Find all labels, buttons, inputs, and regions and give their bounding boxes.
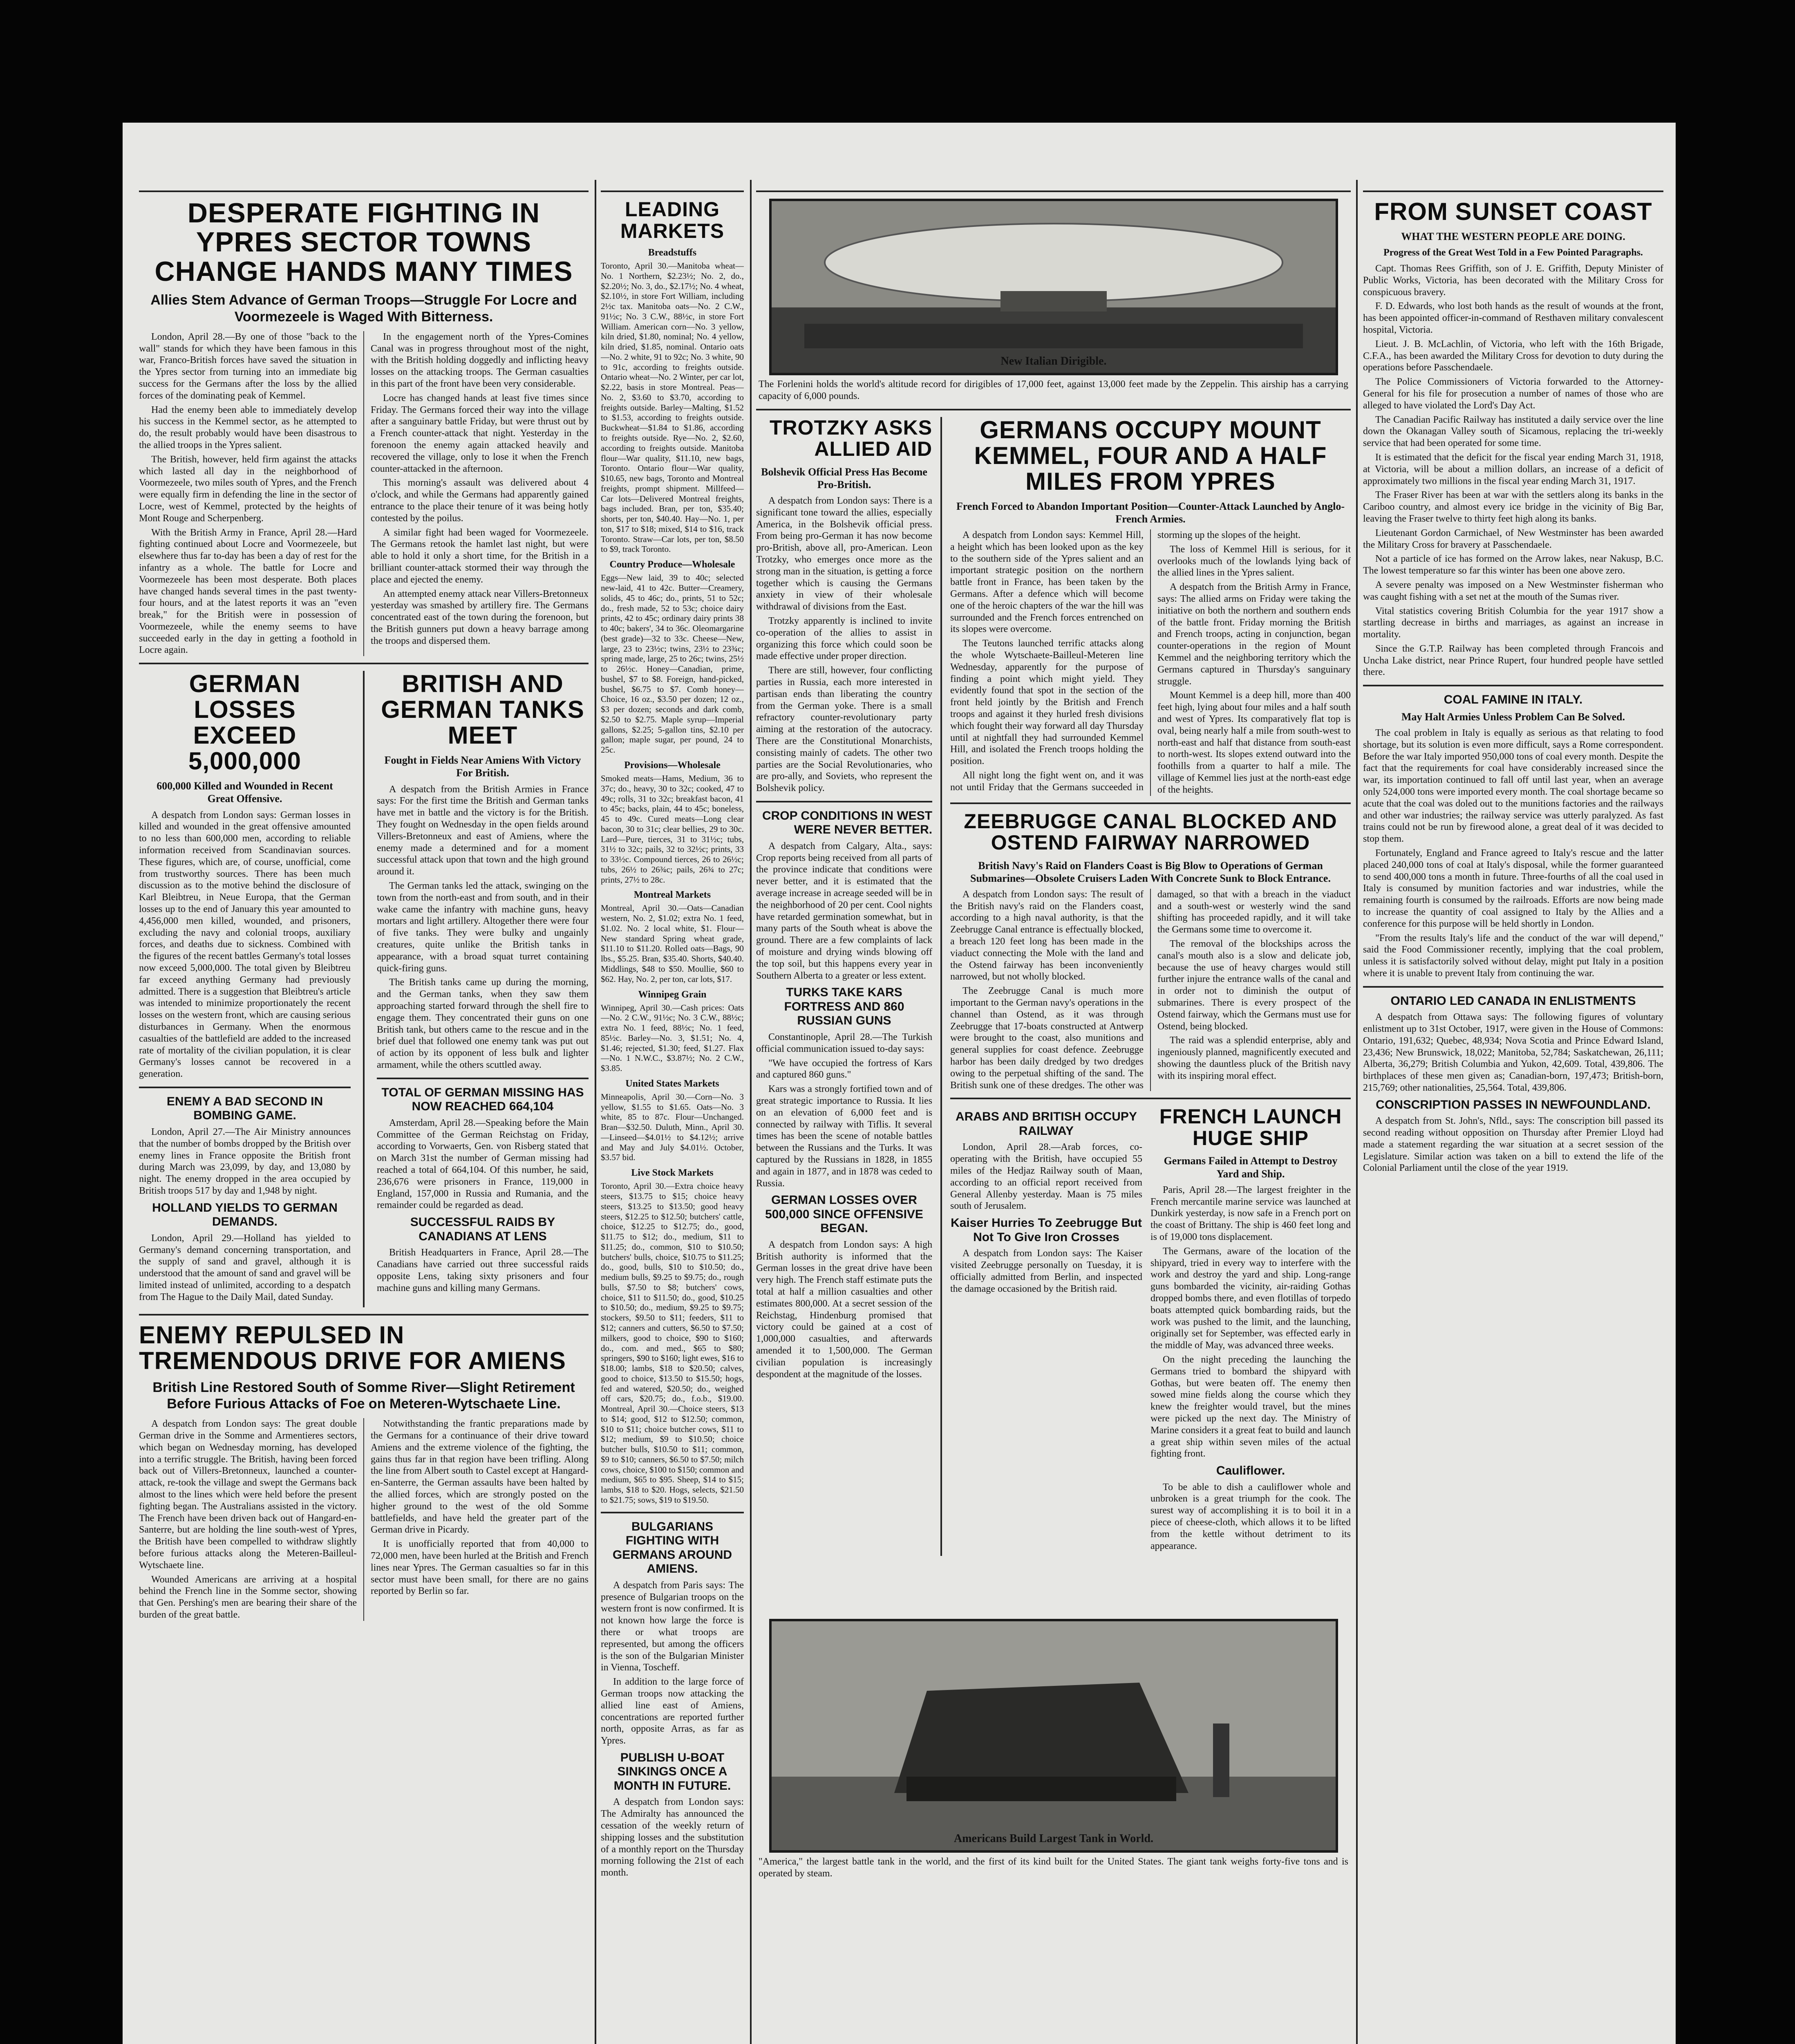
paragraph: In addition to the large force of German troops now attacking the allied line east of Amiens, concentrations are reported further north, opposite Arras, as far as Ypres.: [601, 1676, 744, 1746]
lower-right-left: [950, 1106, 1142, 1556]
dirigible-photo: [769, 199, 1338, 375]
paragraph: "From the results Italy's life and the conduct of the war will depend," said the Food Commissioner recently, implying that the coal problem, unless it is satisfactorily solved without delay, might put Italy in a position where it is unable to prevent Italy from continuing the war.: [1363, 932, 1663, 979]
rule: [1363, 986, 1663, 988]
paragraph: The British tanks came up during the morning, and the German tanks, when they saw them approaching started forward through the shell fire to engage them. They concentrated their guns on one British tank, but others came to the rescue and in the brief duel that followed one enemy tank was put out of action by its opponent of less bulk and lighter armament, while the others scuttled away.: [376, 977, 589, 1070]
tank-image: [772, 1621, 1336, 1850]
rule: [139, 663, 589, 664]
paragraph: Constantinople, April 28.—The Turkish official communication issued to-day says:: [756, 1031, 933, 1054]
headline-zeebrugge: ZEEBRUGGE CANAL BLOCKED AND OSTEND FAIRWAY NARROWED: [964, 809, 1337, 854]
headline-raids: SUCCESSFUL RAIDS BY CANADIANS AT LENS: [410, 1215, 555, 1243]
paragraph: The loss of Kemmel Hill is serious, for it overlooks much of the lowlands lying back of the allied lines in the Ypres salient.: [1157, 544, 1351, 578]
rule: [601, 191, 744, 192]
dirigible-caption: The Forlenini holds the world's altitude record for dirigibles of 17,000 feet, against 13,000 feet made by the Zeppelin. This airship has a carrying capacity of 6,000 pounds.: [759, 379, 1348, 401]
headline-tanks: BRITISH AND GERMAN TANKS MEET: [381, 670, 584, 749]
paragraph: The Police Commissioners of Victoria forwarded to the Attorney-General for his file for prosecution a number of names of those who are alleged to have violated the Lord's Day Act.: [1363, 377, 1663, 411]
market-text: Toronto, April 30.—Manitoba wheat—No. 1 Northern, $2.23½; No. 2, do., $2.20½; No. 3, do., $2.17½; No. 4 wheat, $2.10½, in store Fort William, including 2½c tax. Manitoba oats—No. 2 C.W., 91½c; No. 3 C.W., 88½c, in store Fort William. American corn—No. 3 yellow, kiln dried, $1.80, nominal; No. 4 yellow, kiln dried, $1.85, nominal. Ontario oats—No. 2 white, 91 to 92c; No. 3 white, 90 to 91c, according to freights outside. Ontario wheat—No. 2 Winter, per car lot, $2.22, basis in store Montreal. Peas—No. 2, $3.60 to $3.70, according to freights outside. Barley—Malting, $1.52 to $1.53, according to freights outside. Buckwheat—$1.84 to $1.86, according to freights outside. Rye—No. 2, $2.60, according to freights outside. Manitoba flour—War quality, $11.10, new bags, Toronto. Ontario flour—War quality, $10.65, new bags, Toronto and Montreal freights, prompt shipment. Millfeed—Car lots—Delivered Montreal freights, bags included. Bran, per ton, $35.40; shorts, per ton, $40.40. Hay—No. 1, per ton, $17 to $18; mixed, $14 to $16, track Toronto. Straw—Car lots, per ton, $8.50 to $9, track Toronto.: [601, 261, 744, 554]
deck-ypres: Allies Stem Advance of German Troops—Struggle For Locre and Voormezeele is Waged With Bitterness.: [150, 292, 577, 325]
headline-bombing: ENEMY A BAD SECOND IN BOMBING GAME.: [166, 1094, 323, 1123]
paragraph: There are still, however, four conflicting parties in Russia, each more interested in partisan ends than liberating the country from the German yoke. There is a small refractory counter-revolutionary party aiming at the restoration of the autocracy. There are the Constitutional Monarchists, consisting mainly of cadets. The other two parties are the Social Revolutionaries, who are pro-ally, and Soviets, who represent the Bolshevik policy.: [756, 665, 933, 794]
paragraph: The British, however, held firm against the attacks which lasted all day in the neighborhood of Voormezeele, two miles south of Ypres, and the French were equally firm in defending the line in the sector of Locre, west of Kemmel, protected by the heights of Mont Rouge and Scherpenberg.: [139, 454, 357, 524]
rule: [139, 191, 589, 192]
deck-kemmel: French Forced to Abandon Important Position—Counter-Attack Launched by Anglo-French Armies.: [956, 500, 1345, 525]
headline-kemmel: GERMANS OCCUPY MOUNT KEMMEL, FOUR AND A HALF MILES FROM YPRES: [974, 416, 1327, 495]
column-rule: [750, 180, 752, 2044]
paragraph: The German tanks led the attack, swinging on the town from the north-east and from south, and in their wake came the infantry with machine guns, heavy mortars and light artillery. Altogether there were four of five tanks. They were bulky and ungainly creatures, quite unlike the British tanks in appearance, with a broad squat turret containing quick-firing guns.: [376, 881, 589, 974]
column-rule: [940, 417, 942, 1556]
paragraph: Locre has changed hands at least five times since Friday. The Germans forced their way into the village after a sanguinary battle Friday, but were thrust out by a French counter-attack that night. Yesterday in the forenoon the enemy again attacked heavily and recovered the village, only to lose it when the French counter-attacked in the afternoon.: [371, 392, 589, 474]
headline-amiens: ENEMY REPULSED IN TREMENDOUS DRIVE FOR AMIENS: [139, 1321, 566, 1374]
headline-holland: HOLLAND YIELDS TO GERMAN DEMANDS.: [152, 1201, 338, 1229]
market-subhead: Live Stock Markets: [631, 1168, 714, 1179]
rule: [139, 1314, 589, 1316]
market-subhead: Country Produce—Wholesale: [609, 559, 735, 570]
headline-german-losses: GERMAN LOSSES EXCEED 5,000,000: [188, 670, 301, 775]
center-right: [950, 417, 1351, 1556]
deck-zeebrugge: British Navy's Raid on Flanders Coast is Big Blow to Operations of German Submarines—Obsolete Cruisers Laden With Concrete Sunk to Block Entrance.: [970, 859, 1331, 884]
headline-missing: TOTAL OF GERMAN MISSING HAS NOW REACHED 664,104: [381, 1085, 584, 1114]
headline-markets: LEADING MARKETS: [620, 198, 725, 242]
rule: [601, 1512, 744, 1513]
paragraph: London, April 28.—By one of those "back to the wall" stands for which they have been famous in this war, Franco-British forces have saved the situation in the Ypres sector from turning into an immediate big success for the Germans after the loss by the allied forces of the dominating peak of Kemmel.: [139, 331, 357, 401]
markets-column: [601, 184, 744, 1883]
paragraph: Since the G.T.P. Railway has been completed through Francois and Uncha Lake district, near Prince Rupert, four hundred people have settled there.: [1363, 643, 1663, 678]
headline-kaiser: Kaiser Hurries To Zeebrugge But Not To Give Iron Crosses: [951, 1216, 1142, 1244]
story-amiens: [139, 1418, 589, 1621]
paragraph: Amsterdam, April 28.—Speaking before the Main Committee of the German Reichstag on Friday, according to Vorwaerts, Gen. von Risberg stated that on March 31st the number of German missing had reached a total of 664,104. Of this number, he said, 236,676 were prisoners in France, 119,000 in England, 157,000 in Russia and Rumania, and the remainder could be regarded as dead.: [376, 1117, 589, 1211]
market-text: Eggs—New laid, 39 to 40c; selected new-laid, 41 to 42c. Butter—Creamery, solids, 45 to 46c; do., prints, 51 to 52c; do., fresh made, 52 to 53c; choice dairy prints, 42 to 45c; ordinary dairy prints 38 to 40c; bakers', 34 to 36c. Oleomargarine (best grade)—32 to 33c. Cheese—New, large, 23 to 23½c; twins, 23½ to 23¾c; spring made, large, 25 to 26c; twins, 25½ to 26½c. Honey—Canadian, prime, bushel, $7 to $8. Foreign, hand-picked, bushel, $6.75 to $7. Comb honey—Choice, 16 oz., $3.50 per dozen; 12 oz., $3 per dozen; seconds and dark comb, $2.50 to $2.75. Maple syrup—Imperial gallons, $2.25; 5-gallon tins, $2.10 per gallon; maple sugar, per pound, 24 to 25c.: [601, 573, 744, 755]
paragraph: A severe penalty was imposed on a New Westminster fisherman who was caught fishing with a set net at the mouth of the Sumas river.: [1363, 579, 1663, 602]
headline-crops: CROP CONDITIONS IN WEST WERE NEVER BETTER.: [762, 809, 933, 837]
headline-arabs: ARABS AND BRITISH OCCUPY RAILWAY: [956, 1110, 1137, 1138]
paragraph: A despatch from Paris says: The presence of Bulgarian troops on the western front is now confirmed. It is not known how large the force is there or what troops are represented, but among the officers is the son of the Bulgarian Minister in Vienna, Toscheff.: [601, 1580, 744, 1673]
column-rule: [595, 180, 596, 2044]
paragraph: A despatch from London says: German losses in killed and wounded in the great offensive amounted to no less than 600,000 men, according to reliable information received from Scandinavian sources. These figures, which are, of course, unofficial, come from trustworthy sources. There has been much discussion as to the motive behind the disclosure of Karl Bleibtreu, in Neue Europa, that the German losses up to the end of January this year amounted to 4,456,000 men killed, wounded, and prisoners, excluding the navy and colonial troops, auxiliary forces, and deaths due to sickness. Combined with the figures of the recent battles Germany's total losses now exceed 5,000,000. The total given by Bleibtreu far exceed anything Germany had previously admitted. There is a suggestion that Bleibtreu's article was intended to minimize proportionately the recent losses on the western front, which are causing serious disturbances in Germany. When the enormous casualties of the battlefield are added to the increased rate of mortality of the civilian population, it is clear Germany's losses cannot be recovered in a generation.: [139, 809, 351, 1080]
market-subhead: Breadstuffs: [648, 247, 697, 258]
paragraph: F. D. Edwards, who lost both hands as the result of wounds at the front, has been appointed officer-in-command of Resthaven military convalescent hospital, Victoria.: [1363, 301, 1663, 335]
paragraph: It is unofficially reported that from 40,000 to 72,000 men, have been hurled at the British and French lines near Ypres. The German casualties so far in this sector must have been small, for there are no gains reported by Berlin so far.: [371, 1539, 589, 1597]
paragraph: A despatch from St. John's, Nfld., says: The conscription bill passed its second reading without opposition on Thursday after Premier Lloyd had made a statement regarding the war situation at a secret session of the Legislature. Similar action was taken on a bill to extend the life of the Colonial Parliament until the close of the year 1919.: [1363, 1116, 1663, 1174]
paragraph: Lieut. J. B. McLachlin, of Victoria, who left with the 16th Brigade, C.F.A., has been awarded the Military Cross for devotion to duty during the operations before Passchendaele.: [1363, 338, 1663, 373]
paragraph: Trotzky apparently is inclined to invite co-operation of the allies to assist in organizing this force which could soon be made effective under proper direction.: [756, 615, 933, 662]
headline-uboat: PUBLISH U-BOAT SINKINGS ONCE A MONTH IN FUTURE.: [613, 1750, 731, 1793]
dirigible-image: [772, 201, 1336, 373]
headline-trotzky: TROTZKY ASKS ALLIED AID: [769, 416, 933, 461]
rule: [377, 1078, 589, 1079]
paragraph: The Canadian Pacific Railway has instituted a daily service over the line down the Okanagan Valley south of Sicamous, replacing the tri-weekly service that had been operated for some time.: [1363, 414, 1663, 449]
paragraph: A despatch from London says: Kemmel Hill, a height which has been looked upon as the key to the southern side of the Ypres salient and an important strategic position on the northern battle front in France, has been taken by the Germans. After a defence which will become one of the heroic chapters of the war the hill was surrounded and the French forces entrenched on its slopes were overcome.: [950, 529, 1144, 635]
paragraph: Paris, April 28.—The largest freighter in the French mercantile marine service was launched at Dunkirk yesterday, is now safe in a French port on the coast of Brittany. The ship is 460 feet long and is of 19,000 tons displacement.: [1150, 1184, 1351, 1242]
market-subhead: Provisions—Wholesale: [624, 760, 721, 771]
tank-photo-block: [756, 1619, 1351, 1885]
market-text: Montreal, April 30.—Oats—Canadian western, No. 2, $1.02; extra No. 1 feed, $1.02. No. 2 local white, $1. Flour—New standard Spring wheat grade, $11.10 to $11.20. Rolled oats—Bags, 90 lbs., $5.25. Bran, $35.40. Shorts, $40.40. Middlings, $48 to $50. Moullie, $60 to $62. Hay, No. 2, per ton, car lots, $17.: [601, 903, 744, 984]
headline-ypres: DESPERATE FIGHTING IN YPRES SECTOR TOWNS CHANGE HANDS MANY TIMES: [154, 197, 573, 287]
rule: [756, 191, 1351, 192]
paragraph: All night long the fight went on, and it was not until Friday that the Germans succeeded in storming up the slopes of the height.: [950, 529, 1300, 793]
tank-label: Americans Build Largest Tank in World.: [953, 1832, 1153, 1845]
rule: [1363, 685, 1663, 686]
headline-sunset: FROM SUNSET COAST: [1374, 198, 1652, 225]
deck-french-ship: Germans Failed in Attempt to Destroy Yard and Ship.: [1164, 1155, 1338, 1180]
paragraph: A despatch from London says: A high British authority is informed that the German losses in the great drive have been very high. The French staff estimate puts the total at half a million casualties and other estimates 800,000. At a secret session of the Reichstag, Hindenburg promised that victory could be gained at a cost of 1,000,000 casualties, and afterwards amended it to 1,500,000. The German civilian population is increasingly despondent at the magnitude of the losses.: [756, 1239, 933, 1380]
paragraph: Fortunately, England and France agreed to Italy's rescue and the latter placed 240,000 tons of coal at Italy's disposal, while the former guaranteed to send 400,000 tons a month in future. Three-fourths of all the coal used in Italy is consumed by munition factories and war industries, while the remaining fourth is consumed by the railroads. Efforts are now being made to increase the quantity of coal assigned to Italy by the Allies and a conference for this purpose will be held shortly in London.: [1363, 847, 1663, 929]
headline-kars: TURKS TAKE KARS FORTRESS AND 860 RUSSIAN GUNS: [784, 986, 904, 1028]
paragraph: On the night preceding the launching the Germans tried to bombard the shipyard with Gothas, but were beaten off. The enemy then sowed mine fields along the course which they knew the freighter would travel, but the mines were picked up the next day. The Ministry of Marine considers it a great feat to build and launch a great ship within seven miles of the actual fighting front.: [1150, 1354, 1351, 1459]
market-text: Toronto, April 30.—Extra choice heavy steers, $13.75 to $15; choice heavy steers, $13.25 to $13.50; good heavy steers, $12.25 to $12.50; butchers' cattle, choice, $12.25 to $12.75; do., good, $11.75 to $12; do., medium, $11 to $11.25; do., common, $10 to $10.50; butchers' bulls, choice, $10.75 to $11.25; do., good, bulls, $10 to $10.50; do., medium bulls, $9.25 to $9.75; do., rough bulls, $7.50 to $8; butchers' cows, choice, $11 to $11.50; do., good, $10.25 to $10.50; do., medium, $9.25 to $9.75; stockers, $9.50 to $11; feeders, $11 to $12; canners and cutters, $6.50 to $7.50; milkers, good to choice, $90 to $160; do., com. and med., $65 to $80; springers, $90 to $160; light ewes, $16 to $18.00; lambs, $18 to $20.50; calves, good to choice, $13.50 to $15.50; hogs, fed and watered, $20.50; do., weighed off cars, $20.75; do., f.o.b., $19.00. Montreal, April 30.—Choice steers, $13 to $14; good, $12 to $12.50; common, $10 to $11; choice butcher cows, $11 to $12; medium, $9 to $10.50; choice butcher bulls, $10.50 to $11; common, $9 to $10; canners, $6.50 to $7.50; milch cows, choice, $100 to $150; common and medium, $65 to $95. Sheep, $14 to $15; lambs, $18 to $20. Hogs, selects, $21.50 to $21.75; sows, $19 to $19.50.: [601, 1181, 744, 1505]
column-rule: [1356, 180, 1358, 2044]
paragraph: A despatch from London says: The result of the British navy's raid on the Flanders coast, according to a high naval authority, is that the Zeebrugge Canal entrance is effectually blocked, a breach 120 feet long has been made in the viaduct connecting the Mole with the land and the Ostend fairway has been inconveniently narrowed, but not wholly blocked.: [950, 889, 1144, 982]
rule: [950, 1098, 1351, 1099]
paragraph: Vital statistics covering British Columbia for the year 1917 show a startling decrease in births and marriages, as against an increase in mortality.: [1363, 605, 1663, 640]
headline-ontario: ONTARIO LED CANADA IN ENLISTMENTS: [1390, 994, 1636, 1008]
tank-caption: "America," the largest battle tank in the world, and the first of its kind built for the United States. The giant tank weighs forty-five tons and is operated by steam.: [759, 1856, 1348, 1879]
story-zeebrugge: [950, 889, 1351, 1091]
headline-bulgarians: BULGARIANS FIGHTING WITH GERMANS AROUND AMIENS.: [612, 1520, 732, 1576]
market-text: Smoked meats—Hams, Medium, 36 to 37c; do., heavy, 30 to 32c; cooked, 47 to 49c; rolls, 31 to 32c; breakfast bacon, 41 to 45c; backs, plain, 44 to 45c; boneless, 45 to 49c. Cured meats—Long clear bacon, 30 to 31c; clear bellies, 29 to 30c. Lard—Pure, tierces, 31 to 31½c; tubs, 31½ to 32c; pails, 32 to 32½c; prints, 33 to 33½c. Compound tierces, 26 to 26½c; tubs, 26½ to 26¾c; pails, 26¾ to 27c; prints, 27½ to 28c.: [601, 773, 744, 885]
paragraph: A despatch from London says: The great double German drive in the Somme and Armentieres sectors, which began on Wednesday morning, has developed into a terrific struggle. The British, having been forced back out of Villers-Bretonneux, launched a counter-attack, re-took the village and swept the Germans back almost to the lines which were held before the present fighting began. The Australians assisted in the victory. The French have been driven back out of Hangard-en-Santerre, but are holding the line south-west of Ypres, the British have been compelled to withdraw slightly before furious attacks along the Meteren-Bailleul-Wytschaete line.: [139, 1419, 357, 1571]
dirigible-label: New Italian Dirigible.: [1000, 355, 1106, 368]
rule: [756, 801, 932, 802]
paragraph: Notwithstanding the frantic preparations made by the Germans for a continuance of their drive toward Amiens and the extreme violence of the fighting, the gains thus far in that region have been trifling. Along the line from Albert south to Castel except at Hangard-en-Santerre, the German assaults have been halted by the allied forces, which are strongly posted on the higher ground to the west of the old Somme battlefields, and have held the greater part of the German drive in Picardy.: [371, 1419, 589, 1535]
deck-amiens: British Line Restored South of Somme River—Slight Retirement Before Furious Attacks of Foe on Meteren-Wytschaete Line.: [152, 1379, 575, 1412]
market-subhead: Montreal Markets: [633, 890, 711, 901]
paragraph: Wounded Americans are arriving at a hospital behind the French line in the Somme sector, showing that Gen. Pershing's men are bearing their share of the burden of the great battle.: [139, 1574, 357, 1620]
paragraph: A despatch from the British Army in France, says: The allied arms on Friday were taking the initiative on both the northern and southern ends of the battle front. Friday morning the British and French troops, acting in conjunction, began counter-operations in the region of Mount Kemmel and the neighboring territory which the Germans captured in Thursday's sanguinary struggle.: [1157, 582, 1351, 687]
paragraph: In the engagement north of the Ypres-Comines Canal was in progress throughout most of the night, with the British holding doggedly and inflicting heavy losses on the attacking troops. The German casualties in this part of the front have been very considerable.: [371, 331, 589, 389]
paragraph: Lieutenant Gordon Carmichael, of New Westminster has been awarded the Military Cross for bravery at Passchendaele.: [1363, 527, 1663, 550]
rule: [139, 1087, 351, 1088]
story-german-losses: [139, 671, 351, 1307]
paragraph: A despatch from London says: The Admiralty has announced the cessation of the weekly return of shipping losses and the substitution of a monthly report on the Thursday morning following the 21st of each month.: [601, 1797, 744, 1878]
paragraph: A despatch from London says: The Kaiser visited Zeebrugge personally on Tuesday, it is officially admitted from Berlin, and inspected the damage occasioned by the British raid.: [950, 1248, 1142, 1294]
paragraph: The Teutons launched terrific attacks along the whole Wytschaete-Bailleul-Meteren line Wednesday, apparently for the purpose of finding a point which might yield. They evidently found that spot in the section of the front held jointly by the British and French troops and against it they hurled fresh divisions which fought their way forward all day Thursday until at nightfall they had surrounded Kemmel Hill, and isolated the French troops holding the position.: [950, 638, 1144, 767]
paragraph: The Zeebrugge Canal is much more important to the German navy's operations in the channel than Ostend, as it was through Zeebrugge that 17-boats constructed at Antwerp were brought to the coast, also munitions and general supplies for coast defence. Zeebrugge harbor has been daily dredged by two dredges owing to the perpetual shifting of the sand. The British sunk one of these dredges. The other was damaged, so that with a breach in the viaduct and a south-west or westerly wind the sand shifting has proceeded rapidly, and it will take the Germans some time to overcome it.: [950, 889, 1351, 1091]
paragraph: The Fraser River has been at war with the settlers along its banks in the Cariboo country, and almost every ice bridge in the vicinity of Big Bar, leaving the Fraser twelve to thirty feet high along its banks.: [1363, 490, 1663, 524]
market-subhead: Winnipeg Grain: [638, 989, 707, 1000]
newspaper-page: [123, 123, 1676, 2044]
headline-conscription: CONSCRIPTION PASSES IN NEWFOUNDLAND.: [1376, 1098, 1651, 1112]
right-column: [1363, 184, 1663, 1178]
paragraph: With the British Army in France, April 28.—Hard fighting continued about Locre and Voormezeele, but elsewhere thus far to-day has been a day of rest for the infantry as a whole. The battle for Locre and Voormezeele has been most desperate. Both places have changed hands several times in the past twenty-four hours, and at the latest reports it was an "even break," for the British were in possession of Voormezeele, while the enemy seems to have succeeded early in the day in getting a foothold in Locre again.: [139, 527, 357, 656]
paragraph: Kars was a strongly fortified town and of great strategic importance to Russia. It lies on an elevation of 6,000 feet and is connected by railway with Tiflis. It several times has been the scene of notable battles between the Russians and the Turks. It was captured by the Russians in 1828, in 1855 and again in 1877, and in 1878 was ceded to Russia.: [756, 1084, 933, 1189]
paragraph: London, April 29.—Holland has yielded to Germany's demand concerning transportation, and the supply of sand and gravel, although it is understood that the amount of sand and gravel will be limited instead of unlimited, according to a despatch from The Hague to the Daily Mail, dated Sunday.: [139, 1233, 351, 1302]
center-block: [756, 184, 1351, 1556]
paragraph: Capt. Thomas Rees Griffith, son of J. E. Griffith, Deputy Minister of Public Works, Victoria, has been decorated with the Military Cross for conspicuous bravery.: [1363, 263, 1663, 298]
headline-coal: COAL FAMINE IN ITALY.: [1444, 693, 1583, 707]
paragraph: Had the enemy been able to immediately develop his success in the Kemmel sector, as he attempted to do, the result probably would have been disastrous to the allied troops in the Ypres salient.: [139, 404, 357, 450]
headline-gloss: GERMAN LOSSES OVER 500,000 SINCE OFFENSIVE BEGAN.: [765, 1193, 923, 1235]
rule: [950, 802, 1351, 804]
paragraph: A despatch from Ottawa says: The following figures of voluntary enlistment up to 31st October, 1917, were given in the House of Commons: Ontario, 191,632; Quebec, 48,934; Nova Scotia and Prince Edward Island, 23,436; New Brunswick, 18,022; Manitoba, 52,784; Saskatchewan, 26,111; Alberta, 36,279; British Columbia and Yukon, 42,609. Total, 439,806. The birthplaces of these men given as; Canadian-born, 197,473; British-born, 215,769; other nationalities, 25,564. Total, 439,806.: [1363, 1012, 1663, 1093]
deck-trotzky: Bolshevik Official Press Has Become Pro-British.: [761, 466, 927, 491]
rule: [756, 409, 1351, 410]
paragraph: A similar fight had been waged for Voormezeele. The Germans retook the hamlet last night, but were able to hold it only a short time, for the British in a brilliant counter-attack stormed their way through the place and ejected the enemy.: [371, 527, 589, 585]
paragraph: British Headquarters in France, April 28.—The Canadians have carried out three successful raids opposite Lens, taking sixty prisoners and four machine guns and killing many Germans.: [376, 1247, 589, 1293]
tank-photo: [769, 1619, 1338, 1853]
paragraph: A despatch from Calgary, Alta., says: Crop reports being received from all parts of the province indicate that conditions were never better, and it is estimated that the average increase in acreage seeded will be in the neighborhood of 20 per cent. Cool nights have retarded germination somewhat, but in many parts of the South wheat is above the ground. There are a few complaints of lack of moisture and drying winds blowing off the top soil, but this happens every year in Southern Alberta to a greater or less extent.: [756, 840, 933, 981]
paragraph: The raid was a splendid enterprise, ably and ingeniously planned, magnificently executed and showing the dauntless pluck of the British navy with its inspiring moral effect.: [1157, 1035, 1351, 1081]
paragraph: To be able to dish a cauliflower whole and unbroken is a great triumph for the cook. The surest way of accomplishing it is to boil it in a piece of cheese-cloth, which allows it to be lifted from the kettle without detriment to its appearance.: [1150, 1481, 1351, 1551]
paragraph: The Germans, aware of the location of the shipyard, tried in every way to interfere with the work and destroy the yard and ship. Long-range guns bombarded the vicinity, air-raiding Gothas dropped bombs there, and even flotillas of torpedo boats attempted quick bombarding raids, but the work was pushed to the limit, and the launching, originally set for September, was effected early in the middle of May, was advanced three weeks.: [1150, 1246, 1351, 1351]
market-text: Minneapolis, April 30.—Corn—No. 3 yellow, $1.55 to $1.65. Oats—No. 3 white, 85 to 87c. Flour—Unchanged. Bran—$32.50. Duluth, Minn., April 30.—Linseed—$4.01½ to $4.12½; arrive and May and July $4.01½. October, $3.57 bid.: [601, 1091, 744, 1163]
paragraph: Not a particle of ice has formed on the Arrow lakes, near Nakusp, B.C. The lowest temperature so far this winter has been one above zero.: [1363, 554, 1663, 576]
story-ypres: [139, 331, 589, 657]
paragraph: It is estimated that the deficit for the fiscal year ending March 31, 1918, at Victoria, will be about a million dollars, an increase of a deficit of approximately two millions in the fiscal year ending March 31, 1917.: [1363, 452, 1663, 486]
story-kemmel: [950, 529, 1351, 796]
deck-tanks: Fought in Fields Near Amiens With Victory For British.: [384, 754, 581, 779]
center-row: [756, 417, 1351, 1556]
deck-coal: May Halt Armies Unless Problem Can Be Solved.: [1401, 710, 1625, 723]
market-text: Winnipeg, April 30.—Cash prices: Oats—No. 2 C.W., 91½c; No. 3 C.W., 88½c; extra No. 1 feed, 88½c; No. 1 feed, 85½c. Barley—No. 3, $1.51; No. 4, $1.46; rejected, $1.30; feed, $1.27. Flax—No. 1 N.W.C., $3.87½; No. 2 C.W., $3.85.: [601, 1002, 744, 1074]
deck-sunset-2: Progress of the Great West Told in a Few Pointed Paragraphs.: [1383, 247, 1643, 258]
paragraph: "We have occupied the fortress of Kars and captured 860 guns.": [756, 1058, 933, 1080]
paragraph: London, April 27.—The Air Ministry announces that the number of bombs dropped by the British over enemy lines in France opposite the British front during March was 23,099, by day, and 13,080 by night. The enemy dropped in the area occupied by British troops 517 by day and 1,948 by night.: [139, 1126, 351, 1196]
paragraph: The coal problem in Italy is equally as serious as that relating to food shortage, but its solution is even more difficult, says a Rome correspondent. Before the war Italy imported 950,000 tons of coal every month. Despite the fact that the requirements for coal have considerably increased since the war, its importation continued to fall off until last year, when an average only 524,000 tons were imported every month. The coal shortage became so acute that the coal was doled out to the munitions factories and the railways and other war industries; the railway service was utterly paralyzed. As fast trains could not be run by firewood alone, a great deal of it was decided to stop them.: [1363, 727, 1663, 845]
story-tanks: [377, 671, 589, 1307]
paragraph: Mount Kemmel is a deep hill, more than 400 feet high, lying about four miles and a half south and west of Ypres. Its comparatively flat top is oval, being nearly half a mile from south-west to north-east and half that distance from south-east to north-west. Its slopes extend outward into the foothills from a quarter to half a mile. The village of Kemmel lies just at the north-east edge of the heights.: [1157, 690, 1351, 795]
lower-right-right: [1150, 1106, 1351, 1556]
paragraph: This morning's assault was delivered about 4 o'clock, and while the Germans had apparently gained entrance to the place their tenure of it was being hotly contested by the poilus.: [371, 477, 589, 524]
deck-sunset: WHAT THE WESTERN PEOPLE ARE DOING.: [1401, 231, 1625, 242]
paragraph: London, April 28.—Arab forces, co-operating with the British, have occupied 55 miles of the Hedjaz Railway south of Maan, according to an official report received from General Allenby yesterday. Maan is 75 miles south of Jerusalem.: [950, 1142, 1142, 1212]
paragraph: An attempted enemy attack near Villers-Bretonneux yesterday was smashed by artillery fire. The Germans concentrated east of the town during the forenoon, but the British gunners put down a heavy barrage among the troops and dispersed them.: [371, 588, 589, 646]
column-rule: [363, 671, 365, 1307]
rule: [1363, 191, 1663, 192]
paragraph: The removal of the blockships across the canal's mouth also is a slow and delicate job, because the use of heavy charges would still further injure the entrance walls of the canal and in order not to diminish the output of submarines. There is every prospect of the Ostend fairway, which the Germans must use for Ostend, being blocked.: [1157, 939, 1351, 1032]
lower-right-row: [950, 1106, 1351, 1556]
market-subhead: United States Markets: [625, 1078, 719, 1089]
two-story-row: [139, 671, 589, 1307]
headline-french-ship: FRENCH LAUNCH HUGE SHIP: [1159, 1105, 1342, 1150]
deck-german-losses: 600,000 Killed and Wounded in Recent Great Offensive.: [157, 780, 333, 805]
left-block: [139, 184, 589, 1625]
headline-cauliflower: Cauliflower.: [1216, 1464, 1285, 1478]
paragraph: A despatch from the British Armies in France says: For the first time the British and German tanks have met in battle and the victory is for the British. They fought on Wednesday in the open fields around Villers-Bretonneux and east of Amiens, where the enemy made a determined and for a moment successful attack upon that town and the high ground around it.: [376, 784, 589, 877]
center-left: [756, 417, 932, 1556]
paragraph: A despatch from London says: There is a significant tone toward the allies, especially America, in the Bolshevik official press. From being pro-German it has now become pro-British, above all, pro-American. Leon Trotzky, who emerges once more as the strong man in the situation, is getting a force together which is causing the Germans anxiety in view of their wholesale withdrawal of divisions from the East.: [756, 495, 933, 612]
